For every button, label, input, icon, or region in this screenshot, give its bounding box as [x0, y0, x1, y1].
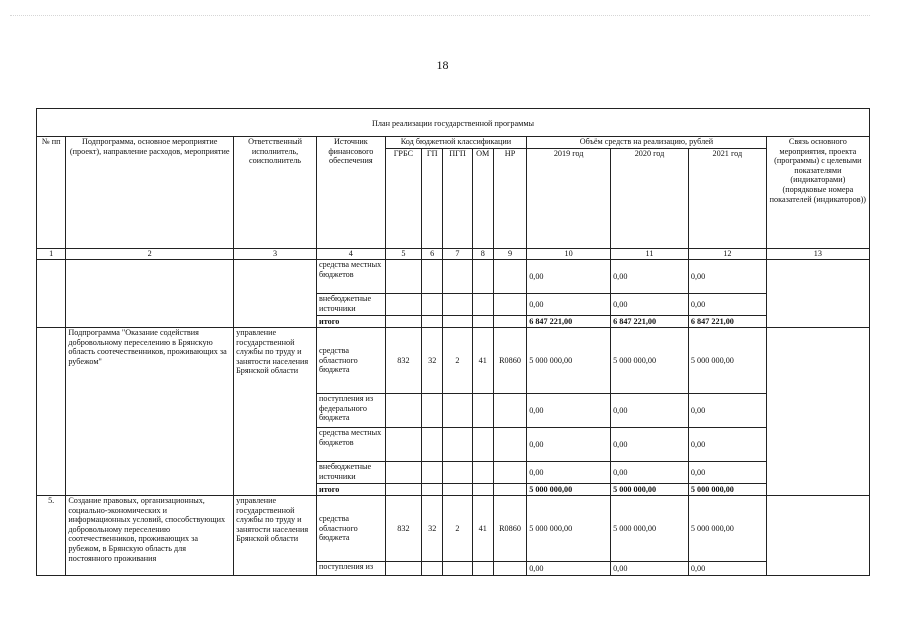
- amount-2021: 0,00: [688, 294, 766, 316]
- code-gp: 32: [422, 496, 443, 562]
- source-cell: внебюджетные источники: [316, 462, 385, 484]
- total-2019: 5 000 000,00: [527, 484, 611, 496]
- source-cell: поступления из: [316, 562, 385, 576]
- header-budget-code: Код бюджетной классификации: [385, 137, 526, 149]
- responsible-executor: управление государственной службы по труду и занятости населения Брянской области: [234, 496, 317, 576]
- code-nr: R0860: [493, 328, 526, 394]
- table-row: [37, 260, 870, 294]
- code-nr: R0860: [493, 496, 526, 562]
- header-num: № пп: [37, 137, 66, 249]
- col-number: 11: [611, 249, 689, 260]
- amount-2019: 0,00: [527, 562, 611, 576]
- col-number: 2: [66, 249, 234, 260]
- amount-2020: 0,00: [611, 562, 689, 576]
- code-pgp: 2: [443, 328, 472, 394]
- code-grbs: 832: [385, 496, 421, 562]
- amount-2021: 0,00: [688, 260, 766, 294]
- source-cell: средства местных бюджетов: [316, 428, 385, 462]
- col-number: 1: [37, 249, 66, 260]
- amount-2020: 0,00: [611, 294, 689, 316]
- col-number: 13: [766, 249, 869, 260]
- measure-name: Создание правовых, организационных, социально-экономических и информационных условий, способствующих добровольному переселению соотечественников, проживающих за рубежом, в Брянскую область для постоянного проживания: [66, 496, 234, 576]
- amount-2019: 0,00: [527, 462, 611, 484]
- header-responsible: Ответственный исполнитель, соисполнитель: [234, 137, 317, 249]
- code-pgp: 2: [443, 496, 472, 562]
- amount-2019: 5 000 000,00: [527, 328, 611, 394]
- code-om: 41: [472, 328, 493, 394]
- source-cell-total: итого: [316, 484, 385, 496]
- column-number-row: [37, 249, 870, 260]
- amount-2019: 0,00: [527, 294, 611, 316]
- amount-2021: 0,00: [688, 394, 766, 428]
- source-cell: поступления из федерального бюджета: [316, 394, 385, 428]
- col-number: 6: [422, 249, 443, 260]
- amount-2019: 0,00: [527, 260, 611, 294]
- total-2021: 5 000 000,00: [688, 484, 766, 496]
- source-cell: средства местных бюджетов: [316, 260, 385, 294]
- header-volume: Объём средств на реализацию, рублей: [527, 137, 767, 149]
- total-2020: 6 847 221,00: [611, 316, 689, 328]
- subprogram-name: Подпрограмма "Оказание содействия добровольному переселению в Брянскую область соотечественников, проживающих за рубежом": [66, 328, 234, 496]
- source-cell-total: итого: [316, 316, 385, 328]
- source-cell: средства областного бюджета: [316, 496, 385, 562]
- table-row: [37, 328, 870, 394]
- amount-2021: 0,00: [688, 462, 766, 484]
- amount-2019: 0,00: [527, 394, 611, 428]
- header-pgp: ПГП: [443, 149, 472, 249]
- col-number: 3: [234, 249, 317, 260]
- amount-2020: 5 000 000,00: [611, 328, 689, 394]
- col-number: 7: [443, 249, 472, 260]
- source-cell: внебюджетные источники: [316, 294, 385, 316]
- amount-2020: 0,00: [611, 394, 689, 428]
- amount-2020: 0,00: [611, 428, 689, 462]
- amount-2021: 0,00: [688, 428, 766, 462]
- table-title: План реализации государственной программы: [37, 109, 870, 137]
- code-grbs: 832: [385, 328, 421, 394]
- amount-2019: 0,00: [527, 428, 611, 462]
- page-number: 18: [436, 58, 449, 72]
- header-om: ОМ: [472, 149, 493, 249]
- program-plan-table: [36, 108, 870, 576]
- header-2021: 2021 год: [688, 149, 766, 249]
- amount-2019: 5 000 000,00: [527, 496, 611, 562]
- header-source: Источник финансового обеспечения: [316, 137, 385, 249]
- col-number: 8: [472, 249, 493, 260]
- amount-2021: 5 000 000,00: [688, 496, 766, 562]
- item-number: 5.: [37, 496, 66, 576]
- header-gp: ГП: [422, 149, 443, 249]
- amount-2021: 0,00: [688, 562, 766, 576]
- header-indicator-link: Связь основного мероприятия, проекта (программы) с целевыми показателями (индикаторами) (порядковые номера показателей (индикаторов)): [766, 137, 869, 249]
- total-2019: 6 847 221,00: [527, 316, 611, 328]
- col-number: 12: [688, 249, 766, 260]
- header-nr: НР: [493, 149, 526, 249]
- code-gp: 32: [422, 328, 443, 394]
- amount-2020: 0,00: [611, 260, 689, 294]
- program-plan-table-wrap: [36, 108, 870, 576]
- header-2019: 2019 год: [527, 149, 611, 249]
- col-number: 9: [493, 249, 526, 260]
- code-om: 41: [472, 496, 493, 562]
- amount-2020: 5 000 000,00: [611, 496, 689, 562]
- header-grbs: ГРБС: [385, 149, 421, 249]
- col-number: 10: [527, 249, 611, 260]
- total-2021: 6 847 221,00: [688, 316, 766, 328]
- total-2020: 5 000 000,00: [611, 484, 689, 496]
- scan-noise: [10, 15, 870, 17]
- col-number: 4: [316, 249, 385, 260]
- amount-2021: 5 000 000,00: [688, 328, 766, 394]
- table-row: [37, 496, 870, 562]
- responsible-executor: управление государственной службы по труду и занятости населения Брянской области: [234, 328, 317, 496]
- amount-2020: 0,00: [611, 462, 689, 484]
- col-number: 5: [385, 249, 421, 260]
- header-name: Подпрограмма, основное мероприятие (проект), направление расходов, мероприятие: [66, 137, 234, 249]
- source-cell: средства областного бюджета: [316, 328, 385, 394]
- header-2020: 2020 год: [611, 149, 689, 249]
